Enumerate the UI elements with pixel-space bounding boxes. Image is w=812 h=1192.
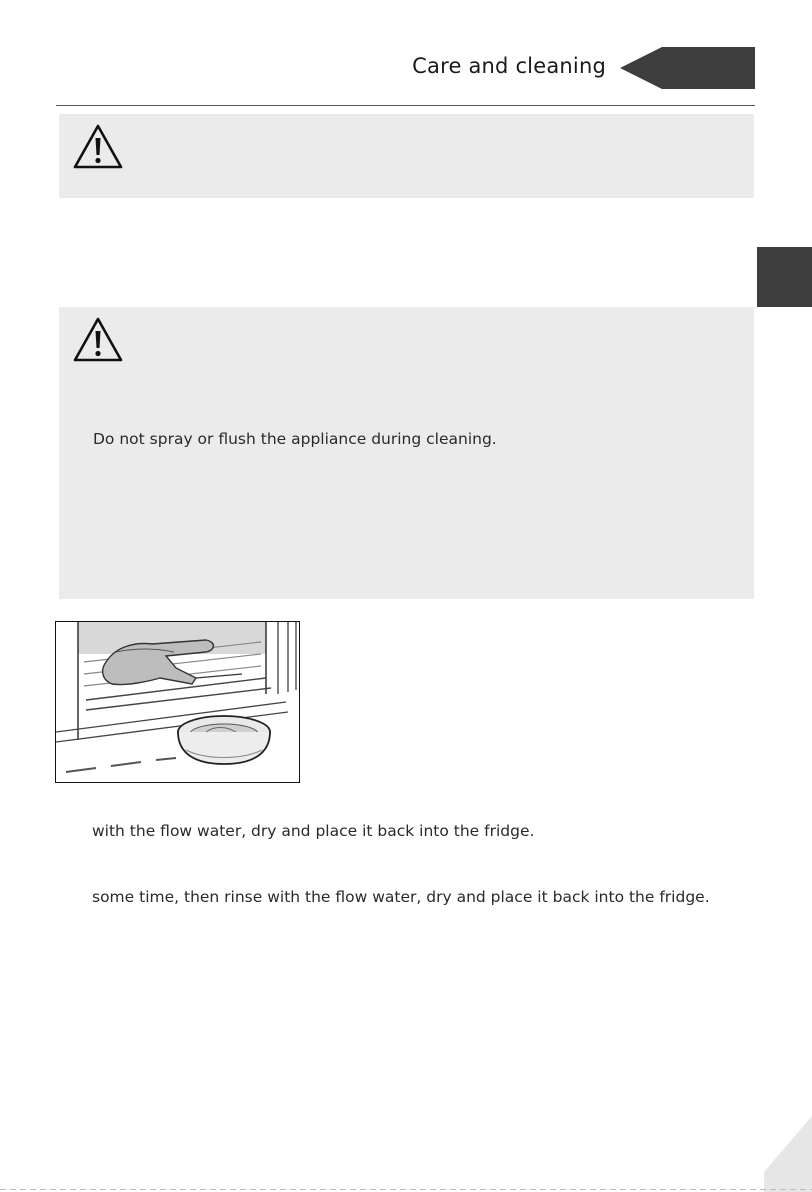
warning-box-2 (59, 307, 754, 599)
body-text-line: some time, then rinse with the flow water, dry and place it back into the fridge. (92, 888, 710, 906)
warning-box-1 (59, 114, 754, 198)
page-corner-tab (764, 1116, 812, 1192)
page-bottom-edge (0, 1189, 812, 1190)
header-arrow-tab (620, 47, 755, 89)
body-text-line: with the flow water, dry and place it back into the fridge. (92, 822, 535, 840)
side-language-tab (757, 247, 812, 307)
page-title: Care and cleaning (412, 54, 606, 78)
warning-icon (72, 123, 124, 171)
warning-icon (72, 316, 124, 364)
cleaning-illustration (55, 621, 300, 783)
warning-text: Do not spray or flush the appliance during cleaning. (93, 430, 497, 448)
header-divider (56, 105, 755, 106)
cleaning-illustration-icon (56, 622, 299, 782)
